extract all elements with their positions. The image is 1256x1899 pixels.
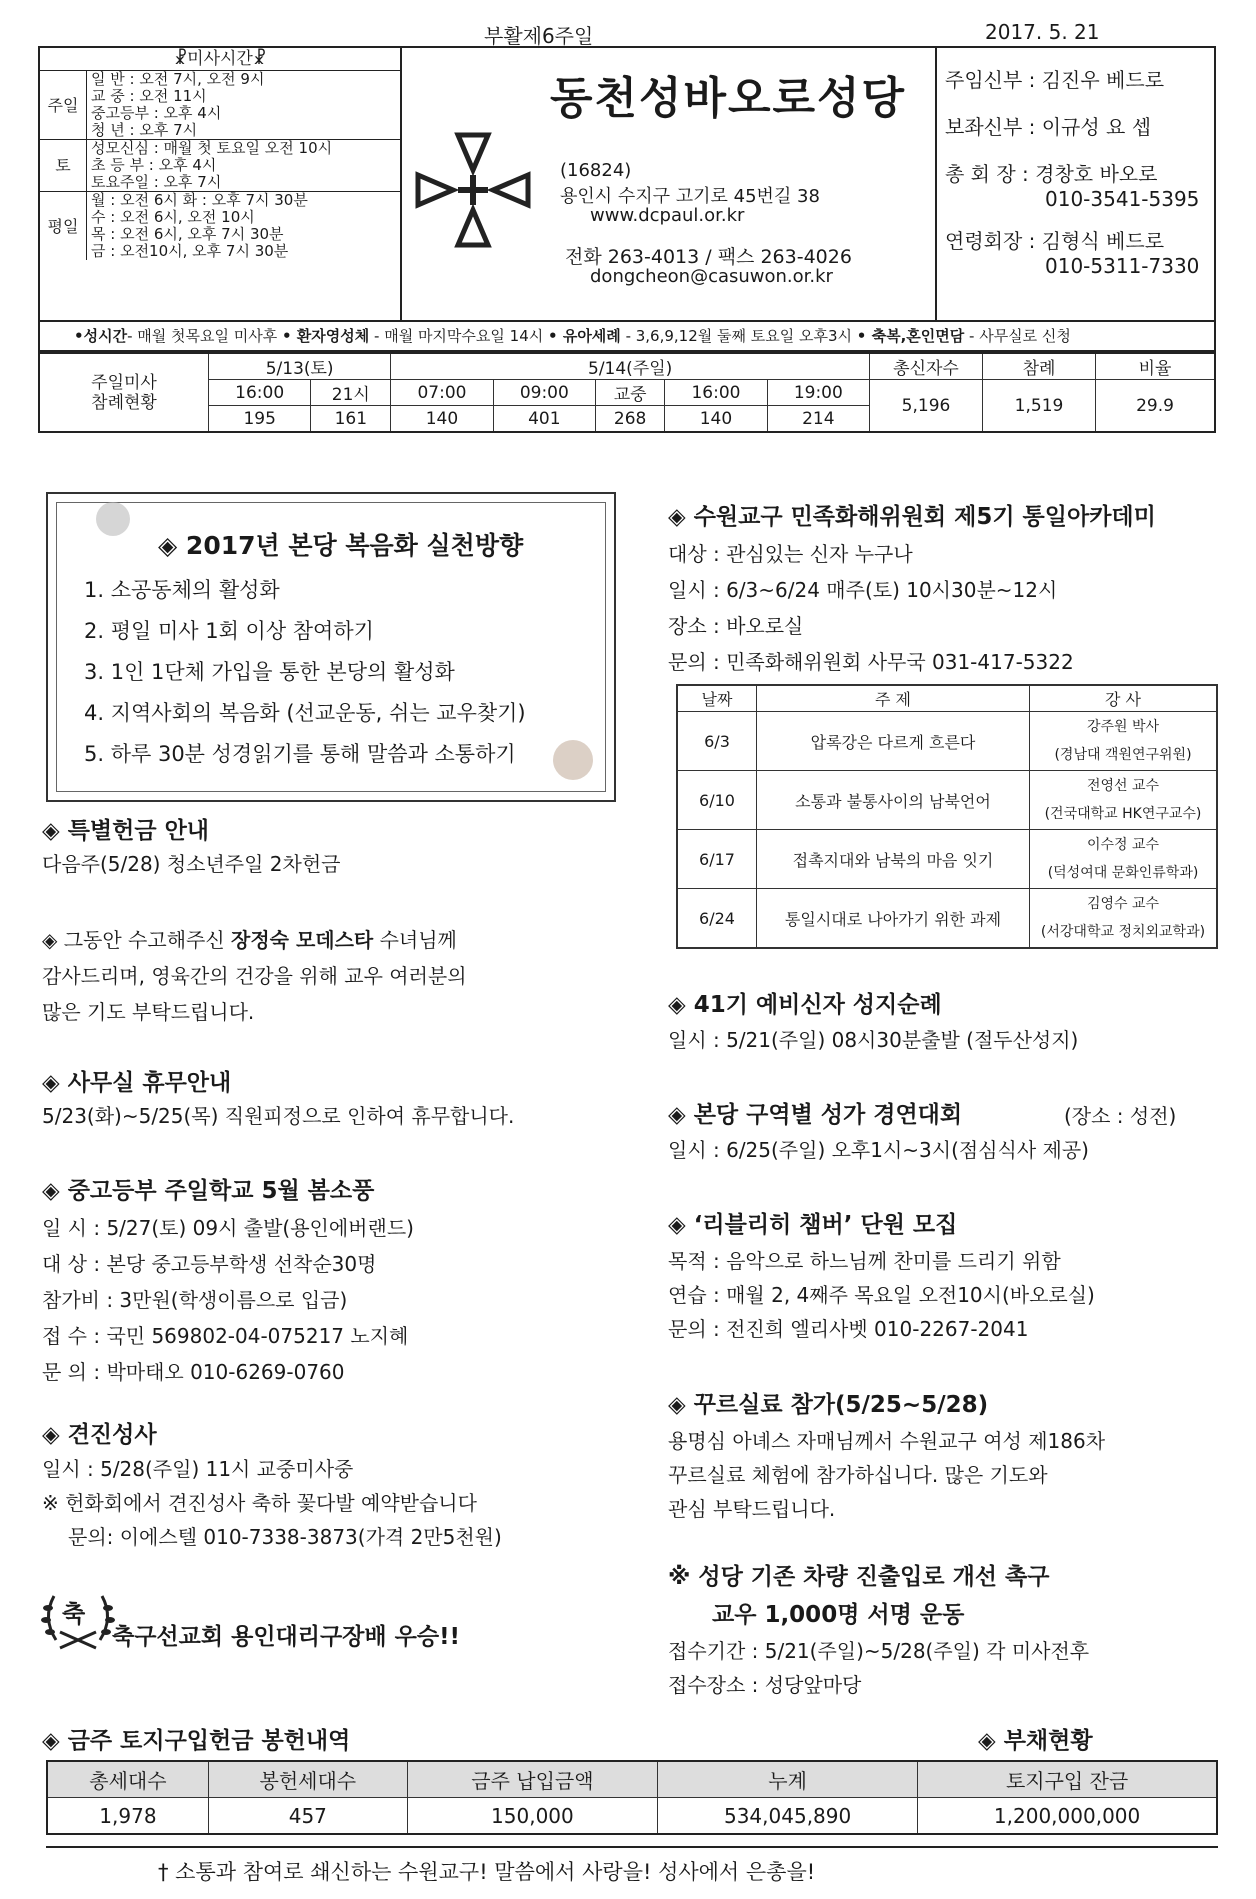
offering-households: 457 [208,1798,407,1835]
petition-title: ※ 성당 기존 차량 진출입로 개선 촉구 [668,1564,1050,1590]
cross-logo-icon [398,115,548,265]
detail-line: 참가비 : 3만원(학생이름으로 입금) [42,1288,348,1312]
column-header: 누계 [658,1761,918,1798]
assistant-pastor: 보좌신부 : 이규성 요 셉 [945,115,1152,139]
funeral-council: 연령회장 : 김형식 베드로 [945,229,1165,253]
column-header: 주 제 [757,685,1030,712]
evangelization-title: ◈ 2017년 본당 복음화 실천방향 [158,531,524,560]
academy-details [668,536,1074,680]
speaker-name: 김영수 교수 [1086,896,1160,912]
detail-line: 문 의 : 박마태오 010-6269-0760 [42,1360,345,1384]
sunday-line: 청 년 : 오후 7시 [91,121,198,139]
session-topic: 압록강은 다르게 흐른다 [757,712,1030,771]
weekly-amount: 150,000 [407,1798,657,1835]
count-cell: 161 [311,406,391,433]
postcode: (16824) [560,160,632,181]
notice-text: - 3,6,9,12월 둘째 토요일 오후3시 [620,327,857,345]
sunday-line: 교 중 : 오전 11시 [91,87,207,105]
detail-line: 장소 : 바오로실 [668,614,804,638]
session-speaker [1030,830,1218,889]
time-cell: 09:00 [493,380,595,406]
attend-header: 참례 [983,353,1096,380]
cursillo-details [668,1424,1105,1526]
chamber-title: ◈ ‘리블리히 챔버’ 단원 모집 [668,1212,958,1238]
count-cell: 140 [391,406,493,433]
saturday-line: 성모신심 : 매월 첫 토요일 오전 10시 [87,140,401,158]
attendance-table [38,352,1216,433]
column-header: 날짜 [677,685,757,712]
time-cell: 16:00 [209,380,311,406]
session-speaker [1030,771,1218,830]
evangelization-item: 1. 소공동체의 활성화 [84,578,280,602]
weekday-line: 금 : 오전10시, 오후 7시 30분 [91,242,289,260]
saturday-label: 토 [40,140,87,192]
detail-line: 문의: 이에스텔 010-7338-3873(가격 2만5천원) [68,1525,502,1549]
church-name: 동천성바오로성당 [550,73,907,124]
count-cell: 140 [665,406,767,433]
detail-line: 대상 : 관심있는 신자 누구나 [668,542,913,566]
confirmation-title: ◈ 견진성사 [42,1422,157,1448]
debt-status-title: ◈ 부채현황 [978,1728,1093,1754]
table-row [677,830,1217,889]
office-closed-title: ◈ 사무실 휴무안내 [42,1070,232,1096]
thanks-text: 수녀님께 [373,928,457,952]
special-offering-text: 다음주(5/28) 청소년주일 2차헌금 [42,852,341,876]
total-header: 총신자수 [870,353,983,380]
detail-line: 접수기간 : 5/21(주일)~5/28(주일) 각 미사전후 [668,1639,1090,1663]
count-cell: 214 [767,406,869,433]
notice-text: - 매월 첫목요일 미사후 [127,327,278,345]
petition-subtitle: 교우 1,000명 서명 운동 [712,1602,965,1628]
ratio-value: 29.9 [1096,380,1216,433]
count-cell: 268 [595,406,664,433]
sunday-header: 5/14(주일) [391,353,870,380]
session-date: 6/3 [677,712,757,771]
evangelization-list [84,570,526,775]
table-row [677,889,1217,949]
sunday-line: 일 반 : 오전 7시, 오전 9시 [91,70,265,88]
speaker-name: 전영선 교수 [1086,778,1160,794]
evangelization-item: 2. 평일 미사 1회 이상 참여하기 [84,619,374,643]
session-date: 6/24 [677,889,757,949]
speaker-affiliation: (서강대학교 정치외교학과) [1040,924,1206,940]
thanks-text: ◈ 그동안 수고해주신 [42,928,232,952]
thanks-text: 감사드리며, 영육간의 건강을 위해 교우 여러분의 [42,964,467,988]
session-speaker [1030,712,1218,771]
evangelization-item: 3. 1인 1단체 가입을 통한 본당의 활성화 [84,660,455,684]
weekday-line: 수 : 오전 6시, 오전 10시 [91,208,255,226]
detail-line: 목적 : 음악으로 하느님께 찬미를 드리기 위함 [668,1249,1061,1273]
confirmation-details [42,1452,502,1554]
session-date: 6/17 [677,830,757,889]
weekday-line: 목 : 오전 6시, 오후 7시 30분 [91,225,284,243]
notice-bar [38,320,1216,352]
time-cell: 교중 [595,380,664,406]
footer-divider [46,1846,1218,1848]
choir-contest-title: ◈ 본당 구역별 성가 경연대회 [668,1102,963,1128]
decor-dot-icon [553,740,593,780]
weekday-line: 월 : 오전 6시 화 : 오후 7시 30분 [87,192,401,210]
diocese-slogan: † 소통과 참여로 쇄신하는 수원교구! 말씀에서 사랑을! 성사에서 은총을! [158,1860,816,1884]
mass-schedule [40,48,400,260]
liturgical-week: 부활제6주일 [484,24,594,48]
speaker-affiliation: (덕성여대 문화인류학과) [1047,865,1199,881]
total-households: 1,978 [47,1798,208,1835]
website-link[interactable]: www.dcpaul.or.kr [590,205,745,226]
detail-line: 일시 : 6/3~6/24 매주(토) 10시30분~12시 [668,578,1058,602]
time-cell: 21시 [311,380,391,406]
council-phone: 010-5311-7330 [1045,254,1200,278]
session-topic: 접촉지대와 남북의 마음 잇기 [757,830,1030,889]
detail-line: 일 시 : 5/27(토) 09시 출발(용인에버랜드) [42,1216,414,1240]
detail-line: 일시 : 5/28(주일) 11시 교중미사중 [42,1457,354,1481]
detail-line: 대 상 : 본당 중고등부학생 선착순30명 [42,1252,377,1276]
address: 용인시 수지구 고기로 45번길 38 [560,186,820,207]
choir-contest-text: 일시 : 6/25(주일) 오후1시~3시(점심식사 제공) [668,1138,1089,1162]
president-phone: 010-3541-5395 [1045,187,1200,211]
sunday-line: 중고등부 : 오후 4시 [91,104,222,122]
column-header: 강 사 [1030,685,1218,712]
thanks-name: 장정숙 모데스타 [231,928,374,952]
notice-sick-communion: • 환자영성체 [281,327,370,345]
cursillo-title: ◈ 꾸르실료 참가(5/25~5/28) [668,1392,989,1418]
table-row [677,771,1217,830]
council-president: 총 회 장 : 경창호 바오로 [945,162,1158,186]
notice-text: - 사무실로 신청 [964,327,1071,345]
detail-line: ※ 헌화회에서 견진성사 축하 꽃다발 예약받습니다 [42,1491,477,1515]
time-cell: 19:00 [767,380,869,406]
speaker-affiliation: (건국대학교 HK연구교수) [1044,806,1202,822]
notice-holy-hour: •성시간 [74,327,128,345]
total-value: 5,196 [870,380,983,433]
column-header: 총세대수 [47,1761,208,1798]
column-header: 토지구입 잔금 [918,1761,1217,1798]
table-row [677,712,1217,771]
pastor: 주임신부 : 김진우 베드로 [945,68,1165,92]
detail-line: 접 수 : 국민 569802-04-075217 노지혜 [42,1324,409,1348]
speaker-affiliation: (경남대 객원연구위원) [1054,747,1192,763]
session-speaker [1030,889,1218,949]
saturday-header: 5/13(토) [209,353,391,380]
land-offering-title: ◈ 금주 토지구입헌금 봉헌내역 [42,1728,351,1754]
mass-schedule-title: ☧미사시간☧ [40,48,400,71]
session-topic: 소통과 불통사이의 남북언어 [757,771,1030,830]
sunday-label: 주일 [40,71,87,140]
detail-line: 꾸르실료 체험에 참가하십니다. 많은 기도와 [668,1463,1048,1487]
youth-picnic-details [42,1210,414,1390]
count-cell: 195 [209,406,311,433]
detail-line: 문의 : 전진희 엘리사벳 010-2267-2041 [668,1317,1029,1341]
detail-line: 관심 부탁드립니다. [668,1497,836,1521]
office-closed-text: 5/23(화)~5/25(목) 직원피정으로 인하여 휴무합니다. [42,1104,515,1128]
detail-line: 용명심 아녜스 자매님께서 수원교구 여성 제186차 [668,1429,1106,1453]
academy-schedule-table [676,684,1218,949]
time-cell: 16:00 [665,380,767,406]
pilgrimage-title: ◈ 41기 예비신자 성지순례 [668,992,942,1018]
celebration-badge: 축 [62,1600,86,1628]
soccer-announcement: 축구선교회 용인대리구장배 우승!! [112,1624,461,1650]
land-offering-table [46,1760,1218,1835]
cumulative-amount: 534,045,890 [658,1798,918,1835]
detail-line: 문의 : 민족화해위원회 사무국 031-417-5322 [668,650,1074,674]
decor-dot-icon [96,502,130,536]
land-balance: 1,200,000,000 [918,1798,1217,1835]
special-offering-title: ◈ 특별헌금 안내 [42,818,210,844]
saturday-line: 토요주일 : 오후 7시 [91,173,222,191]
evangelization-item: 4. 지역사회의 복음화 (선교운동, 쉬는 교우찾기) [84,701,526,725]
academy-title: ◈ 수원교구 민족화해위원회 제5기 통일아카데미 [668,504,1156,530]
staff-info [945,64,1199,278]
evangelization-box [46,492,616,802]
notice-infant-baptism: • 유아세례 [548,327,621,345]
choir-contest-place: (장소 : 성전) [1064,1104,1177,1128]
column-header: 금주 납입금액 [407,1761,657,1798]
detail-line: 연습 : 매월 2, 4째주 목요일 오전10시(바오로실) [668,1283,1095,1307]
notice-marriage: • 축복,혼인면담 [856,327,965,345]
phone-fax: 전화 263-4013 / 팩스 263-4026 [565,246,852,268]
attendance-label: 주일미사 참례현황 [39,353,209,432]
time-cell: 07:00 [391,380,493,406]
thanks-text: 많은 기도 부탁드립니다. [42,1000,255,1024]
session-date: 6/10 [677,771,757,830]
session-topic: 통일시대로 나아가기 위한 과제 [757,889,1030,949]
saturday-line: 초 등 부 : 오후 4시 [91,156,217,174]
notice-text: - 매월 마지막수요일 14시 [369,327,549,345]
chamber-details [668,1244,1095,1346]
ratio-header: 비율 [1096,353,1216,380]
column-header: 봉헌세대수 [208,1761,407,1798]
speaker-name: 강주원 박사 [1086,719,1160,735]
youth-picnic-title: ◈ 중고등부 주일학교 5월 봄소풍 [42,1178,375,1204]
attend-value: 1,519 [983,380,1096,433]
email-link[interactable]: dongcheon@casuwon.or.kr [590,266,833,287]
detail-line: 접수장소 : 성당앞마당 [668,1673,862,1697]
bulletin-date: 2017. 5. 21 [985,20,1100,44]
pilgrimage-text: 일시 : 5/21(주일) 08시30분출발 (절두산성지) [668,1028,1079,1052]
evangelization-item: 5. 하루 30분 성경읽기를 통해 말씀과 소통하기 [84,742,516,766]
weekday-label: 평일 [40,192,87,261]
petition-details [668,1634,1089,1702]
count-cell: 401 [493,406,595,433]
thanks-note [42,922,467,1030]
speaker-name: 이수정 교수 [1086,837,1160,853]
